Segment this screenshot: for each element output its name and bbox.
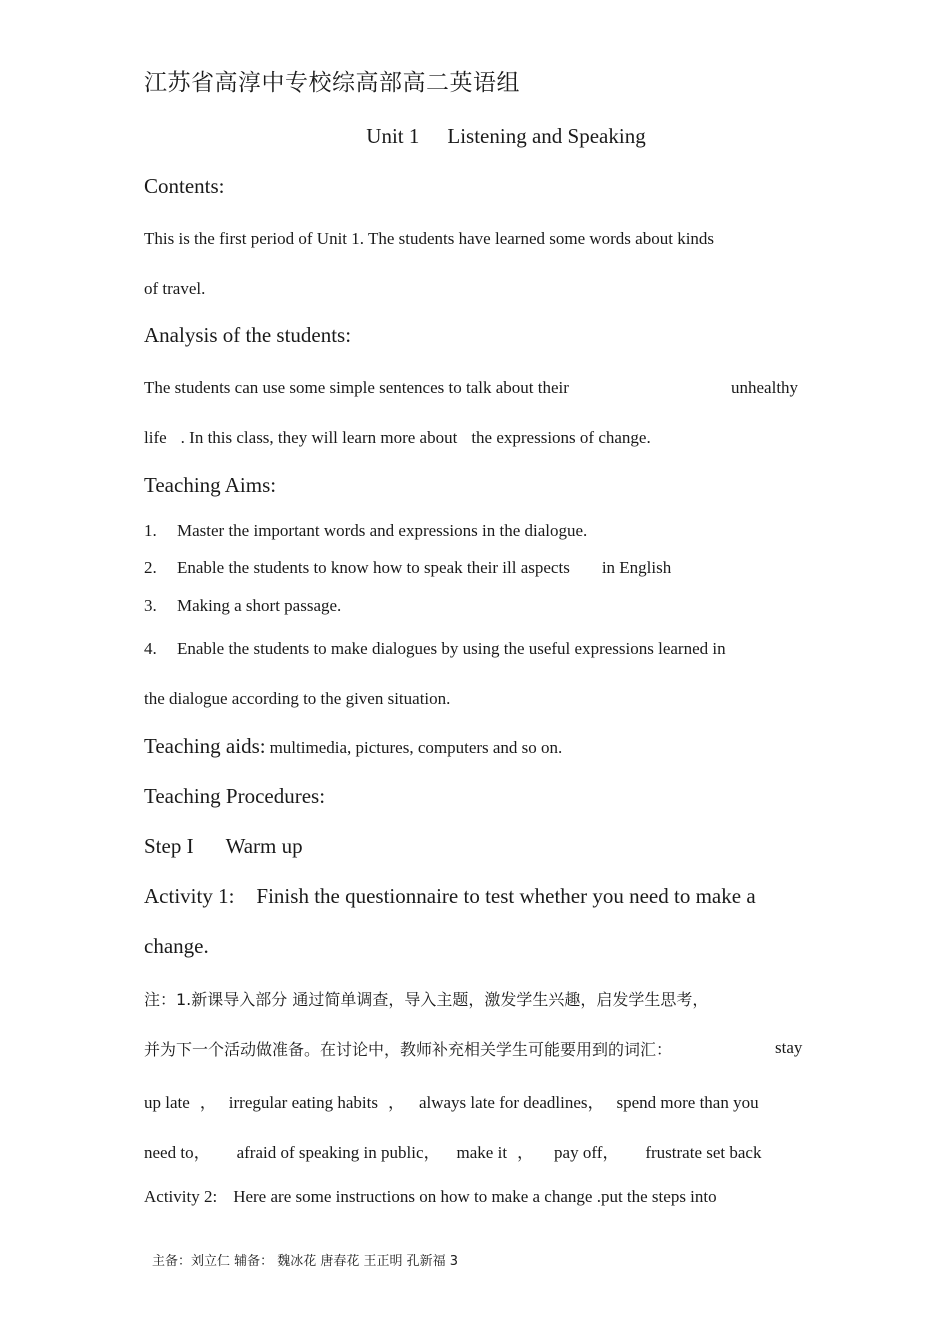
aids-text: multimedia, pictures, computers and so on. xyxy=(269,738,563,757)
vocab-sep: ， xyxy=(199,1093,217,1112)
contents-heading: Contents: xyxy=(144,174,225,198)
aim-item-2 xyxy=(144,558,671,578)
analysis-heading: Analysis of the students: xyxy=(144,323,352,347)
vocab-sep: ， xyxy=(517,1143,535,1162)
activity-2 xyxy=(144,1187,717,1207)
analysis-line-2 xyxy=(144,428,651,448)
aim-item-1 xyxy=(144,521,587,541)
analysis-line-1-end: unhealthy xyxy=(731,378,799,397)
vocab-item: pay off， xyxy=(554,1143,620,1162)
note-line-3 xyxy=(144,1088,759,1113)
contents-line-1: This is the first period of Unit 1. The students have learned some words about kinds xyxy=(144,229,715,248)
vocab-item: up late xyxy=(144,1093,190,1112)
vocab-item: afraid of speaking in public， xyxy=(236,1143,441,1162)
activity-label: Activity 1: xyxy=(144,884,235,908)
aids-label: Teaching aids: xyxy=(144,734,266,758)
procedures-heading: Teaching Procedures: xyxy=(144,784,326,808)
aim-item-4 xyxy=(144,639,726,659)
activity-text: Here are some instructions on how to make a change .put the steps into xyxy=(233,1187,717,1206)
step-label: Step I xyxy=(144,834,194,858)
activity-label: Activity 2: xyxy=(144,1187,218,1206)
note-line-2-cn: 并为下一个活动做准备。在讨论中，教师补充相关学生可能要用到的词汇： xyxy=(144,1040,673,1059)
page-footer: 主备：刘立仁 辅备： 魏冰花 唐春花 王正明 孔新福 3 xyxy=(152,1254,459,1269)
analysis-line-1 xyxy=(144,378,569,398)
step-1 xyxy=(144,834,303,859)
aim-number: 2. xyxy=(144,558,157,577)
teaching-aids xyxy=(144,734,562,759)
step-name: Warm up xyxy=(225,834,303,858)
page-title xyxy=(0,124,950,149)
school-header: 江苏省高淳中专校综高部高二英语组 xyxy=(144,70,520,96)
aim-item-4-cont: the dialogue according to the given situation. xyxy=(144,689,451,708)
activity-1 xyxy=(144,884,756,909)
unit-label: Unit 1 xyxy=(366,124,420,148)
aim-number: 4. xyxy=(144,639,157,658)
aim-text: Enable the students to make dialogues by using the useful expressions learned in xyxy=(177,639,726,658)
vocab-item: frustrate set back xyxy=(645,1143,762,1162)
note-line-4 xyxy=(144,1138,761,1163)
unit-topic: Listening and Speaking xyxy=(447,124,646,148)
vocab-item: irregular eating habits xyxy=(228,1093,378,1112)
aim-text-extra: in English xyxy=(601,558,672,577)
analysis-line-1-text: The students can use some simple sentences to talk about their xyxy=(144,378,569,397)
aim-item-3 xyxy=(144,596,341,616)
vocab-item: make it xyxy=(456,1143,508,1162)
aim-text: Master the important words and expressions in the dialogue. xyxy=(177,521,588,540)
vocab-sep: ， xyxy=(387,1093,405,1112)
activity-1-cont: change. xyxy=(144,934,209,958)
analysis-line-2-c: the expressions of change. xyxy=(471,428,651,447)
analysis-line-2-b: . In this class, they will learn more about xyxy=(180,428,458,447)
vocab-item: need to， xyxy=(144,1143,211,1162)
aims-heading: Teaching Aims: xyxy=(144,473,277,497)
note-line-1: 注：1.新课导入部分 通过简单调查，导入主题，激发学生兴趣，启发学生思考， xyxy=(144,990,709,1009)
note-line-2 xyxy=(144,1037,672,1060)
aim-text: Making a short passage. xyxy=(177,596,342,615)
vocab-item: spend more than you xyxy=(616,1093,759,1112)
activity-text: Finish the questionnaire to test whether you need to make a xyxy=(256,884,756,908)
analysis-line-2-a: life xyxy=(144,428,167,447)
vocab-item: always late for deadlines， xyxy=(418,1093,605,1112)
aim-number: 1. xyxy=(144,521,157,540)
contents-line-2: of travel. xyxy=(144,279,206,298)
aim-number: 3. xyxy=(144,596,157,615)
note-line-2-en: stay xyxy=(775,1038,803,1057)
aim-text: Enable the students to know how to speak their ill aspects xyxy=(177,558,570,577)
